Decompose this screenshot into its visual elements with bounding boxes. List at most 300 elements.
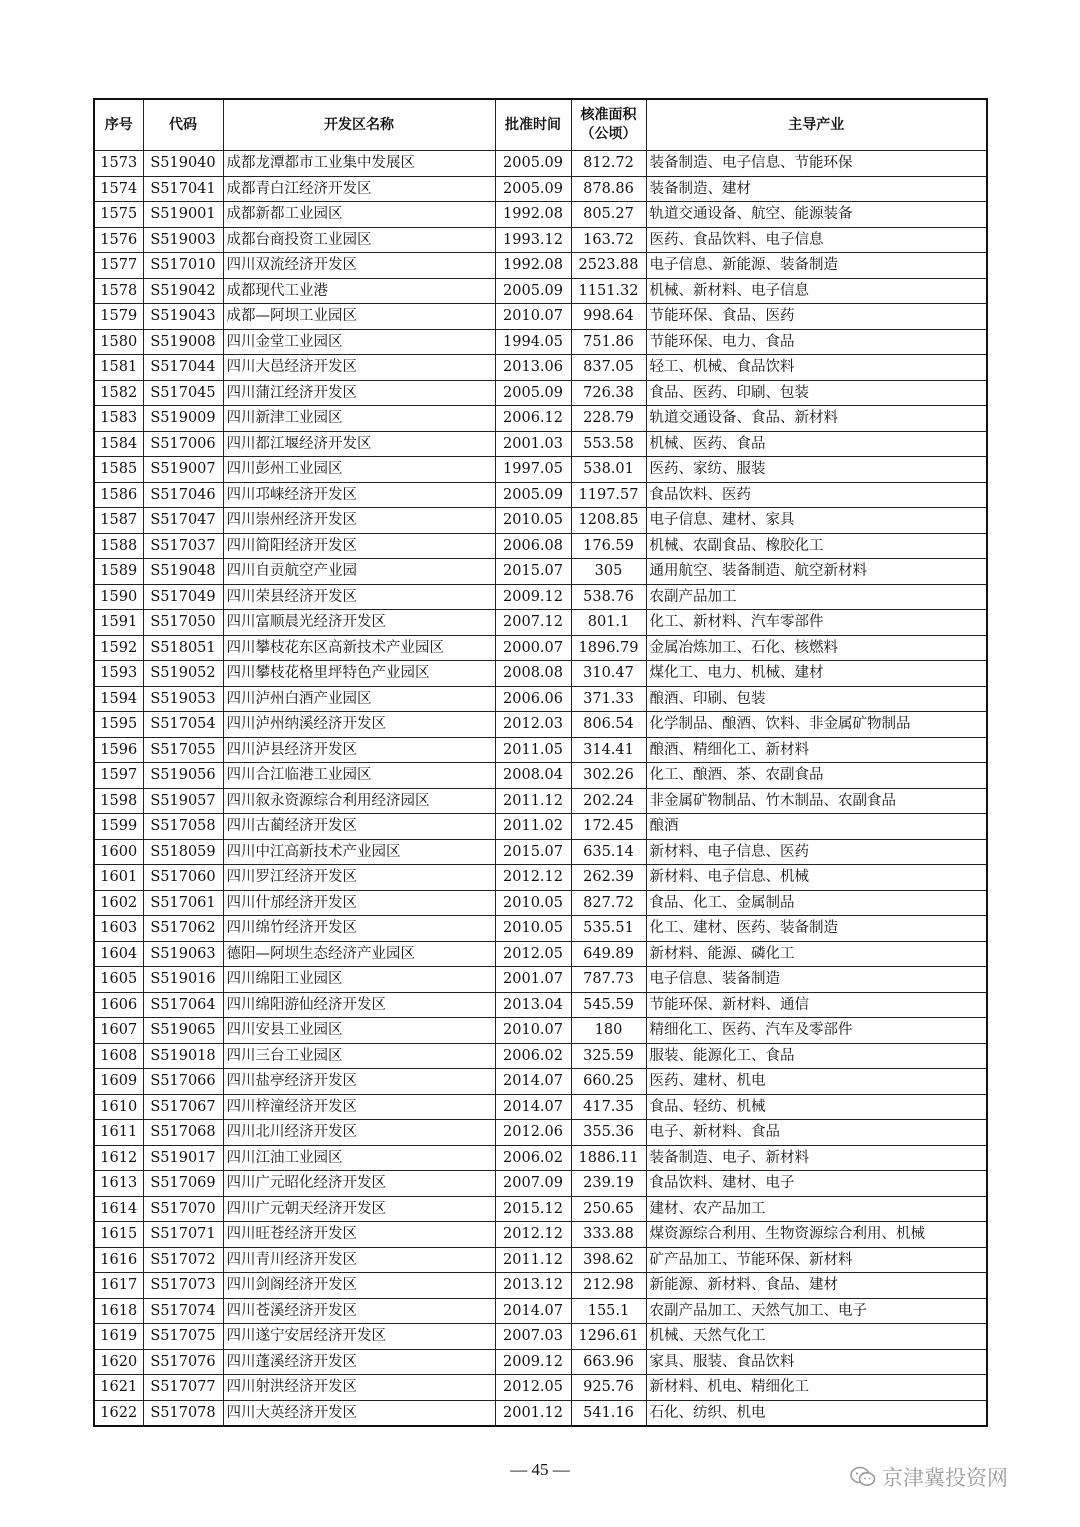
table-row <box>94 967 987 993</box>
cell-date: 2006.02 <box>495 1145 571 1171</box>
cell-code: S519016 <box>143 967 223 993</box>
cell-industry: 服装、能源化工、食品 <box>646 1043 987 1069</box>
cell-code: S519018 <box>143 1043 223 1069</box>
cell-name: 四川大英经济开发区 <box>223 1400 495 1426</box>
table-row <box>94 1273 987 1299</box>
table-row <box>94 533 987 559</box>
cell-code: S519003 <box>143 227 223 253</box>
table-row <box>94 1247 987 1273</box>
table-header-row <box>94 99 987 151</box>
cell-date: 2005.09 <box>495 176 571 202</box>
table-row <box>94 1171 987 1197</box>
cell-area: 305 <box>571 559 646 585</box>
cell-name: 四川广元朝天经济开发区 <box>223 1196 495 1222</box>
cell-industry: 电子信息、新能源、装备制造 <box>646 253 987 279</box>
cell-date: 2011.02 <box>495 814 571 840</box>
table-row <box>94 1400 987 1426</box>
cell-industry: 家具、服装、食品饮料 <box>646 1349 987 1375</box>
cell-code: S517072 <box>143 1247 223 1273</box>
cell-seq: 1590 <box>94 584 143 610</box>
cell-name: 四川绵阳工业园区 <box>223 967 495 993</box>
cell-area: 801.1 <box>571 610 646 636</box>
cell-area: 878.86 <box>571 176 646 202</box>
table-row <box>94 737 987 763</box>
cell-industry: 新材料、电子信息、医药 <box>646 839 987 865</box>
cell-name: 四川崇州经济开发区 <box>223 508 495 534</box>
cell-code: S519007 <box>143 457 223 483</box>
cell-industry: 化学制品、酿酒、饮料、非金属矿物制品 <box>646 712 987 738</box>
cell-seq: 1583 <box>94 406 143 432</box>
cell-code: S519009 <box>143 406 223 432</box>
cell-industry: 酿酒 <box>646 814 987 840</box>
cell-name: 四川双流经济开发区 <box>223 253 495 279</box>
cell-code: S519017 <box>143 1145 223 1171</box>
cell-name: 四川新津工业园区 <box>223 406 495 432</box>
cell-code: S517068 <box>143 1120 223 1146</box>
cell-name: 四川梓潼经济开发区 <box>223 1094 495 1120</box>
cell-name: 四川泸州白酒产业园区 <box>223 686 495 712</box>
watermark <box>850 1462 1008 1492</box>
table-row <box>94 508 987 534</box>
cell-date: 2012.05 <box>495 1375 571 1401</box>
cell-area: 417.35 <box>571 1094 646 1120</box>
cell-area: 163.72 <box>571 227 646 253</box>
cell-date: 2010.05 <box>495 916 571 942</box>
cell-name: 四川攀枝花东区高新技术产业园区 <box>223 635 495 661</box>
cell-date: 2011.12 <box>495 1247 571 1273</box>
cell-industry: 食品、医药、印刷、包装 <box>646 380 987 406</box>
table-row <box>94 176 987 202</box>
cell-area: 998.64 <box>571 304 646 330</box>
cell-code: S519001 <box>143 202 223 228</box>
cell-code: S519063 <box>143 941 223 967</box>
table-row <box>94 1324 987 1350</box>
cell-area: 545.59 <box>571 992 646 1018</box>
cell-date: 1994.05 <box>495 329 571 355</box>
cell-area: 202.24 <box>571 788 646 814</box>
cell-industry: 酿酒、印刷、包装 <box>646 686 987 712</box>
table-row <box>94 865 987 891</box>
cell-area: 649.89 <box>571 941 646 967</box>
cell-area: 805.27 <box>571 202 646 228</box>
cell-name: 四川蓬溪经济开发区 <box>223 1349 495 1375</box>
cell-code: S517064 <box>143 992 223 1018</box>
header-area-line1: 核准面积 <box>580 107 637 123</box>
cell-seq: 1604 <box>94 941 143 967</box>
cell-name: 德阳—阿坝生态经济产业园区 <box>223 941 495 967</box>
cell-name: 四川盐亭经济开发区 <box>223 1069 495 1095</box>
cell-area: 925.76 <box>571 1375 646 1401</box>
table-row <box>94 151 987 177</box>
cell-code: S517071 <box>143 1222 223 1248</box>
table-row <box>94 788 987 814</box>
cell-seq: 1622 <box>94 1400 143 1426</box>
cell-date: 2008.08 <box>495 661 571 687</box>
cell-area: 1197.57 <box>571 482 646 508</box>
cell-date: 1993.12 <box>495 227 571 253</box>
cell-seq: 1579 <box>94 304 143 330</box>
cell-industry: 石化、纺织、机电 <box>646 1400 987 1426</box>
table-row <box>94 380 987 406</box>
cell-industry: 精细化工、医药、汽车及零部件 <box>646 1018 987 1044</box>
table-row <box>94 1043 987 1069</box>
cell-industry: 机械、天然气化工 <box>646 1324 987 1350</box>
cell-code: S518051 <box>143 635 223 661</box>
cell-name: 四川罗江经济开发区 <box>223 865 495 891</box>
cell-date: 2001.07 <box>495 967 571 993</box>
cell-name: 四川遂宁安居经济开发区 <box>223 1324 495 1350</box>
cell-area: 250.65 <box>571 1196 646 1222</box>
cell-date: 1992.08 <box>495 253 571 279</box>
table-row <box>94 763 987 789</box>
table-row <box>94 355 987 381</box>
cell-seq: 1577 <box>94 253 143 279</box>
cell-date: 2010.07 <box>495 304 571 330</box>
cell-industry: 农副产品加工、天然气加工、电子 <box>646 1298 987 1324</box>
cell-industry: 轨道交通设备、食品、新材料 <box>646 406 987 432</box>
cell-seq: 1580 <box>94 329 143 355</box>
cell-date: 2001.03 <box>495 431 571 457</box>
cell-name: 成都现代工业港 <box>223 278 495 304</box>
cell-area: 333.88 <box>571 1222 646 1248</box>
cell-industry: 化工、建材、医药、装备制造 <box>646 916 987 942</box>
cell-date: 2005.09 <box>495 482 571 508</box>
cell-area: 228.79 <box>571 406 646 432</box>
cell-name: 四川青川经济开发区 <box>223 1247 495 1273</box>
cell-name: 四川邛崃经济开发区 <box>223 482 495 508</box>
table-row <box>94 1349 987 1375</box>
cell-name: 成都新都工业园区 <box>223 202 495 228</box>
cell-name: 四川剑阁经济开发区 <box>223 1273 495 1299</box>
cell-date: 2013.12 <box>495 1273 571 1299</box>
cell-industry: 新材料、能源、磷化工 <box>646 941 987 967</box>
cell-area: 1896.79 <box>571 635 646 661</box>
cell-name: 四川射洪经济开发区 <box>223 1375 495 1401</box>
cell-name: 四川江油工业园区 <box>223 1145 495 1171</box>
cell-name: 成都台商投资工业园区 <box>223 227 495 253</box>
header-industry: 主导产业 <box>646 99 987 151</box>
cell-name: 四川大邑经济开发区 <box>223 355 495 381</box>
cell-name: 四川古蔺经济开发区 <box>223 814 495 840</box>
cell-seq: 1602 <box>94 890 143 916</box>
cell-area: 538.01 <box>571 457 646 483</box>
cell-name: 四川简阳经济开发区 <box>223 533 495 559</box>
cell-seq: 1588 <box>94 533 143 559</box>
table-row <box>94 559 987 585</box>
cell-industry: 节能环保、食品、医药 <box>646 304 987 330</box>
table-row <box>94 1069 987 1095</box>
cell-code: S519065 <box>143 1018 223 1044</box>
cell-code: S518059 <box>143 839 223 865</box>
cell-name: 四川都江堰经济开发区 <box>223 431 495 457</box>
cell-seq: 1610 <box>94 1094 143 1120</box>
cell-code: S517006 <box>143 431 223 457</box>
cell-seq: 1618 <box>94 1298 143 1324</box>
cell-industry: 新能源、新材料、食品、建材 <box>646 1273 987 1299</box>
cell-code: S517044 <box>143 355 223 381</box>
cell-industry: 新材料、电子信息、机械 <box>646 865 987 891</box>
cell-name: 四川富顺晨光经济开发区 <box>223 610 495 636</box>
table-row <box>94 1145 987 1171</box>
cell-code: S519042 <box>143 278 223 304</box>
cell-area: 663.96 <box>571 1349 646 1375</box>
cell-seq: 1608 <box>94 1043 143 1069</box>
cell-seq: 1576 <box>94 227 143 253</box>
cell-code: S519056 <box>143 763 223 789</box>
watermark-text: 京津冀投资网 <box>882 1466 1008 1490</box>
cell-area: 553.58 <box>571 431 646 457</box>
table-row <box>94 202 987 228</box>
header-area-line2: （公顷） <box>580 126 637 142</box>
cell-seq: 1619 <box>94 1324 143 1350</box>
cell-industry: 电子信息、建材、家具 <box>646 508 987 534</box>
cell-name: 四川北川经济开发区 <box>223 1120 495 1146</box>
table-row <box>94 635 987 661</box>
cell-seq: 1573 <box>94 151 143 177</box>
table-row <box>94 610 987 636</box>
cell-date: 2005.09 <box>495 278 571 304</box>
cell-seq: 1574 <box>94 176 143 202</box>
cell-seq: 1578 <box>94 278 143 304</box>
cell-area: 812.72 <box>571 151 646 177</box>
cell-code: S519052 <box>143 661 223 687</box>
cell-industry: 建材、农产品加工 <box>646 1196 987 1222</box>
cell-industry: 节能环保、电力、食品 <box>646 329 987 355</box>
cell-code: S519043 <box>143 304 223 330</box>
cell-code: S517049 <box>143 584 223 610</box>
cell-seq: 1594 <box>94 686 143 712</box>
cell-area: 180 <box>571 1018 646 1044</box>
cell-code: S517073 <box>143 1273 223 1299</box>
table-row <box>94 584 987 610</box>
cell-code: S517054 <box>143 712 223 738</box>
cell-seq: 1615 <box>94 1222 143 1248</box>
cell-area: 535.51 <box>571 916 646 942</box>
table-row <box>94 992 987 1018</box>
cell-date: 2010.05 <box>495 508 571 534</box>
cell-industry: 酿酒、精细化工、新材料 <box>646 737 987 763</box>
header-seq: 序号 <box>94 99 143 151</box>
cell-code: S517055 <box>143 737 223 763</box>
header-date: 批准时间 <box>495 99 571 151</box>
cell-date: 1992.08 <box>495 202 571 228</box>
cell-area: 262.39 <box>571 865 646 891</box>
cell-seq: 1601 <box>94 865 143 891</box>
cell-name: 四川绵阳游仙经济开发区 <box>223 992 495 1018</box>
cell-seq: 1587 <box>94 508 143 534</box>
table-row <box>94 1375 987 1401</box>
table-row <box>94 329 987 355</box>
cell-date: 2007.03 <box>495 1324 571 1350</box>
cell-date: 2013.04 <box>495 992 571 1018</box>
cell-code: S517069 <box>143 1171 223 1197</box>
cell-area: 2523.88 <box>571 253 646 279</box>
cell-area: 787.73 <box>571 967 646 993</box>
cell-area: 751.86 <box>571 329 646 355</box>
cell-date: 2012.03 <box>495 712 571 738</box>
cell-date: 2010.05 <box>495 890 571 916</box>
cell-date: 2005.09 <box>495 380 571 406</box>
cell-code: S517070 <box>143 1196 223 1222</box>
cell-name: 四川攀枝花格里坪特色产业园区 <box>223 661 495 687</box>
cell-seq: 1581 <box>94 355 143 381</box>
cell-date: 2011.05 <box>495 737 571 763</box>
cell-date: 2015.07 <box>495 559 571 585</box>
table-row <box>94 890 987 916</box>
cell-name: 四川苍溪经济开发区 <box>223 1298 495 1324</box>
cell-name: 四川旺苍经济开发区 <box>223 1222 495 1248</box>
cell-code: S517046 <box>143 482 223 508</box>
cell-industry: 装备制造、建材 <box>646 176 987 202</box>
cell-name: 四川蒲江经济开发区 <box>223 380 495 406</box>
table-row <box>94 457 987 483</box>
cell-industry: 装备制造、电子、新材料 <box>646 1145 987 1171</box>
table-row <box>94 482 987 508</box>
cell-code: S519040 <box>143 151 223 177</box>
cell-date: 2007.09 <box>495 1171 571 1197</box>
cell-industry: 装备制造、电子信息、节能环保 <box>646 151 987 177</box>
cell-seq: 1612 <box>94 1145 143 1171</box>
cell-area: 302.26 <box>571 763 646 789</box>
cell-seq: 1589 <box>94 559 143 585</box>
cell-name: 四川安县工业园区 <box>223 1018 495 1044</box>
cell-date: 2014.07 <box>495 1298 571 1324</box>
cell-industry: 非金属矿物制品、竹木制品、农副食品 <box>646 788 987 814</box>
cell-industry: 化工、新材料、汽车零部件 <box>646 610 987 636</box>
cell-seq: 1599 <box>94 814 143 840</box>
cell-code: S519048 <box>143 559 223 585</box>
cell-code: S517067 <box>143 1094 223 1120</box>
cell-industry: 食品、化工、金属制品 <box>646 890 987 916</box>
cell-date: 2012.12 <box>495 1222 571 1248</box>
cell-industry: 电子、新材料、食品 <box>646 1120 987 1146</box>
cell-industry: 机械、医药、食品 <box>646 431 987 457</box>
page-number: — 45 — <box>510 1460 570 1479</box>
cell-area: 1886.11 <box>571 1145 646 1171</box>
cell-seq: 1621 <box>94 1375 143 1401</box>
cell-area: 239.19 <box>571 1171 646 1197</box>
cell-date: 2009.12 <box>495 584 571 610</box>
cell-area: 837.05 <box>571 355 646 381</box>
cell-seq: 1600 <box>94 839 143 865</box>
cell-industry: 金属冶炼加工、石化、核燃料 <box>646 635 987 661</box>
cell-area: 1151.32 <box>571 278 646 304</box>
cell-seq: 1603 <box>94 916 143 942</box>
cell-seq: 1617 <box>94 1273 143 1299</box>
cell-date: 2014.07 <box>495 1094 571 1120</box>
cell-area: 355.36 <box>571 1120 646 1146</box>
cell-industry: 食品饮料、建材、电子 <box>646 1171 987 1197</box>
cell-seq: 1586 <box>94 482 143 508</box>
cell-name: 四川什邡经济开发区 <box>223 890 495 916</box>
header-area <box>571 99 646 151</box>
cell-industry: 矿产品加工、节能环保、新材料 <box>646 1247 987 1273</box>
cell-name: 四川三台工业园区 <box>223 1043 495 1069</box>
cell-area: 155.1 <box>571 1298 646 1324</box>
development-zone-table-container <box>93 98 986 1427</box>
table-row <box>94 712 987 738</box>
cell-seq: 1614 <box>94 1196 143 1222</box>
cell-area: 806.54 <box>571 712 646 738</box>
cell-code: S517074 <box>143 1298 223 1324</box>
cell-industry: 医药、建材、机电 <box>646 1069 987 1095</box>
cell-seq: 1620 <box>94 1349 143 1375</box>
table-row <box>94 814 987 840</box>
cell-area: 726.38 <box>571 380 646 406</box>
cell-code: S517077 <box>143 1375 223 1401</box>
cell-seq: 1582 <box>94 380 143 406</box>
header-code: 代码 <box>143 99 223 151</box>
table-row <box>94 1094 987 1120</box>
cell-date: 2012.12 <box>495 865 571 891</box>
cell-date: 2001.12 <box>495 1400 571 1426</box>
cell-code: S517010 <box>143 253 223 279</box>
table-row <box>94 1120 987 1146</box>
cell-area: 1208.85 <box>571 508 646 534</box>
cell-seq: 1605 <box>94 967 143 993</box>
cell-code: S517050 <box>143 610 223 636</box>
table-row <box>94 839 987 865</box>
cell-code: S517047 <box>143 508 223 534</box>
cell-area: 635.14 <box>571 839 646 865</box>
cell-date: 2008.04 <box>495 763 571 789</box>
cell-industry: 食品饮料、医药 <box>646 482 987 508</box>
wechat-icon <box>850 1466 876 1488</box>
cell-industry: 机械、农副食品、橡胶化工 <box>646 533 987 559</box>
cell-industry: 煤资源综合利用、生物资源综合利用、机械 <box>646 1222 987 1248</box>
cell-code: S517076 <box>143 1349 223 1375</box>
cell-seq: 1597 <box>94 763 143 789</box>
cell-code: S517061 <box>143 890 223 916</box>
cell-code: S519053 <box>143 686 223 712</box>
cell-area: 398.62 <box>571 1247 646 1273</box>
cell-date: 1997.05 <box>495 457 571 483</box>
cell-industry: 节能环保、新材料、通信 <box>646 992 987 1018</box>
cell-industry: 农副产品加工 <box>646 584 987 610</box>
cell-date: 2000.07 <box>495 635 571 661</box>
cell-date: 2006.12 <box>495 406 571 432</box>
cell-name: 四川泸县经济开发区 <box>223 737 495 763</box>
cell-area: 827.72 <box>571 890 646 916</box>
cell-date: 2012.05 <box>495 941 571 967</box>
cell-date: 2015.07 <box>495 839 571 865</box>
cell-name: 四川合江临港工业园区 <box>223 763 495 789</box>
cell-name: 四川绵竹经济开发区 <box>223 916 495 942</box>
cell-seq: 1575 <box>94 202 143 228</box>
table-row <box>94 431 987 457</box>
table-row <box>94 406 987 432</box>
cell-date: 2013.06 <box>495 355 571 381</box>
cell-code: S519057 <box>143 788 223 814</box>
table-row <box>94 661 987 687</box>
cell-seq: 1593 <box>94 661 143 687</box>
cell-date: 2009.12 <box>495 1349 571 1375</box>
cell-code: S517062 <box>143 916 223 942</box>
header-name: 开发区名称 <box>223 99 495 151</box>
cell-name: 四川荣县经济开发区 <box>223 584 495 610</box>
cell-date: 2010.07 <box>495 1018 571 1044</box>
cell-code: S517075 <box>143 1324 223 1350</box>
cell-area: 541.16 <box>571 1400 646 1426</box>
table-body <box>94 151 987 1427</box>
cell-name: 四川泸州纳溪经济开发区 <box>223 712 495 738</box>
cell-code: S517058 <box>143 814 223 840</box>
cell-industry: 通用航空、装备制造、航空新材料 <box>646 559 987 585</box>
cell-seq: 1607 <box>94 1018 143 1044</box>
cell-date: 2005.09 <box>495 151 571 177</box>
table-row <box>94 686 987 712</box>
cell-area: 325.59 <box>571 1043 646 1069</box>
